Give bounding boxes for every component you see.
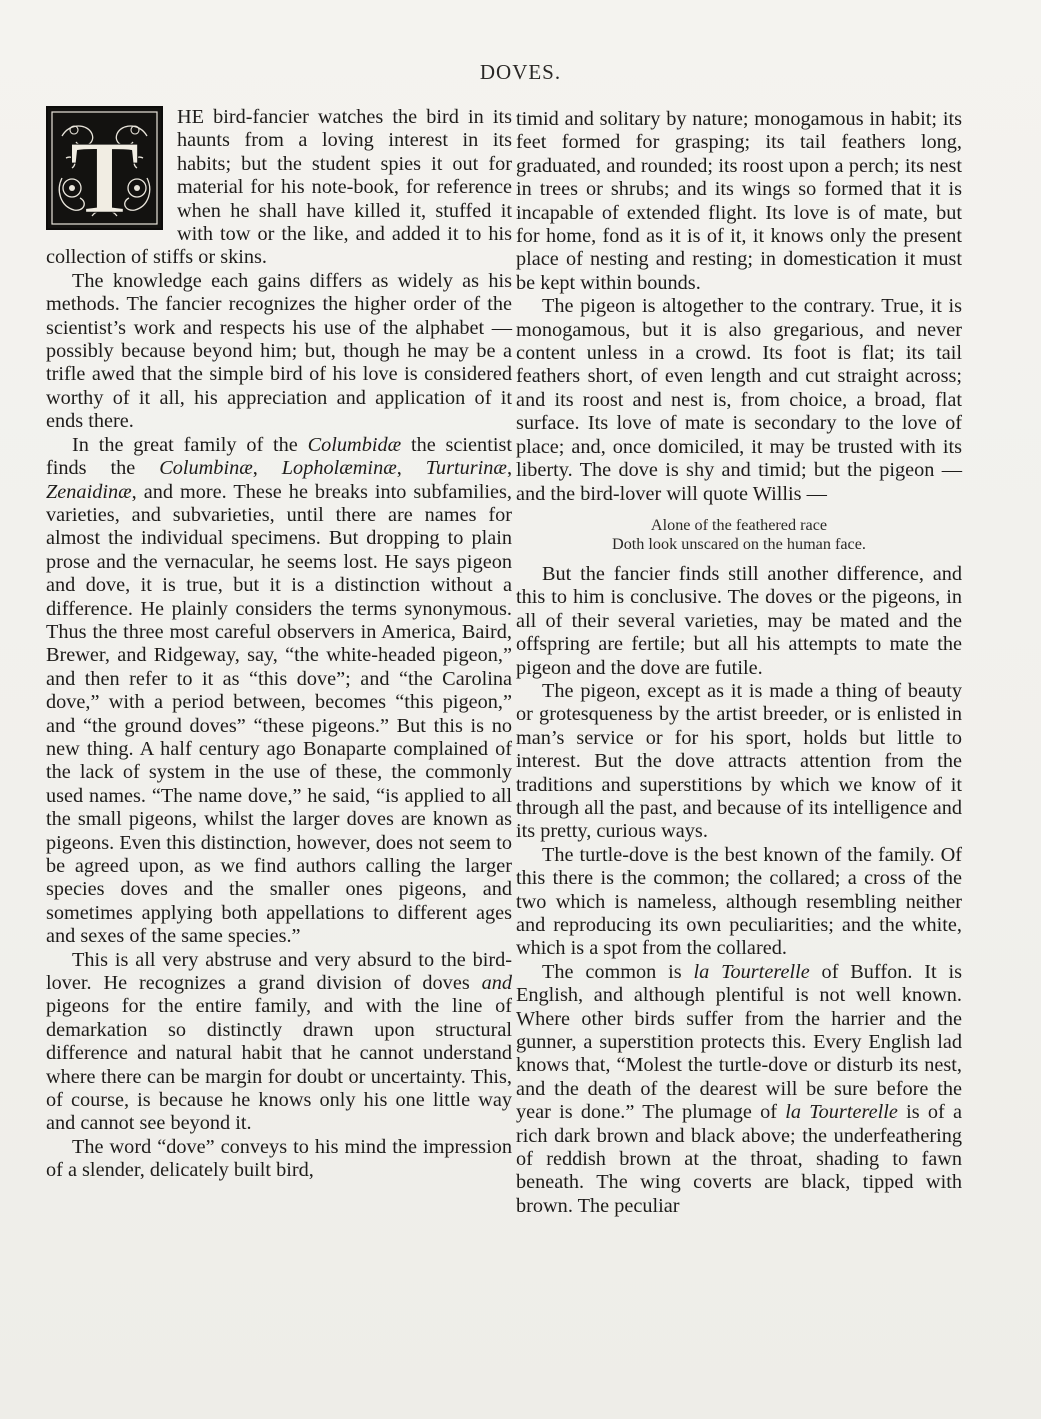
page-title: DOVES. (479, 60, 562, 84)
left-column (46, 106, 512, 1183)
paragraph-11: The common is la Tourterelle of Buffon. It is English, and although plentiful is not well known. Where other birds suffer from the harrier and the gunner, a superstition protects this. Every English lad knows that, “Molest the turtle-dove or disturb its nest, and the death of the dearest will be sure before the year is done.” The plumage of la Tourterelle is of a rich dark brown and black above; the underfeathering of reddish brown at the throat, shading to fawn beneath. The wing coverts are black, tipped with brown. The peculiar (516, 960, 962, 1217)
right-column (516, 108, 962, 1218)
dropcap-letter-t (46, 106, 163, 230)
quote-line-2: Doth look unscared on the human face. (612, 535, 866, 554)
verse-quote (516, 516, 962, 555)
paragraph-5: The word “dove” conveys to his mind the impression of a slender, delicately built bird, (46, 1135, 512, 1182)
dropcap-letter: T (69, 120, 140, 228)
paragraph-7: The pigeon is altogether to the contrary. True, it is monogamous, but it is also gregarious, and never content unless in a crowd. Its foot is flat; its tail feathers short, of even length and cut straight across; and its roost and nest is, from choice, a broad, flat surface. Its love of mate is secondary to the love of place; and, once domiciled, it may be trusted with its liberty. The dove is shy and timid; but the pigeon — and the bird-lover will quote Willis — (516, 295, 962, 505)
paragraph-9: The pigeon, except as it is made a thing of beauty or grotesqueness by the artist breeder, or is enlisted in man’s service or for his sport, holds but little to interest. But the dove attracts attention from the traditions and superstitions by which we know of it through all the past, and because of its intelligence and its pretty, curious ways. (516, 679, 962, 843)
paragraph-8: But the fancier finds still another difference, and this to him is conclusive. The doves or the pigeons, in all of their several varieties, may be mated and the offspring are fertile; but all his attempts to mate the pigeon and the dove are futile. (516, 562, 962, 679)
paragraph-2: The knowledge each gains differs as widely as his methods. The fancier recognizes the higher order of the scientist’s work and respects his use of the alphabet — possibly because beyond him; but, though he may be a trifle awed that the simple bird of his love is considered worthy of it all, his appreciation and application of it ends there. (46, 269, 512, 433)
paragraph-1 (46, 106, 512, 270)
paragraph-3: In the great family of the Columbidæ the scientist finds the Columbinæ, Lopholæminæ, Turturinæ, Zenaidinæ, and more. These he breaks into subfamilies, varieties, and subvarieties, until there are names for almost the individual specimens. But dropping to plain prose and the vernacular, he seems lost. He says pigeon and dove, it is true, but it is a distinction without a difference. He plainly considers the terms synonymous. Thus the three most careful observers in America, Baird, Brewer, and Ridgeway, say, “the white-headed pigeon,” and then refer to it as “this dove”; and “the Carolina dove,” with a period between, becomes “this pigeon,” and “the ground doves” “these pigeons.” But this is no new thing. A half century ago Bonaparte complained of the lack of system in the use of these, the commonly used names. “The name dove,” he said, “is applied to all the small pigeons, whilst the larger doves are known as pigeons. Even this distinction, however, does not seem to be agreed upon, as we find authors calling the larger species doves and the smaller ones pigeons, and sometimes applying both appellations to different ages and sexes of the same species.” (46, 433, 513, 948)
paragraph-4: This is all very abstruse and very absurd to the bird-lover. He recognizes a grand division of doves and pigeons for the entire family, and with the line of demarkation so distinctly drawn upon structural difference and natural habit that he cannot understand where there can be margin for doubt or uncertainty. This, of course, is because he knows only his one little way and cannot see beyond it. (46, 948, 512, 1135)
quote-line-1: Alone of the feathered race (650, 515, 828, 534)
paragraph-1-text: HE bird-fancier watches the bird in its haunts from a loving interest in its habits; but the student spies it out for material for his note-book, for reference when he shall have killed it, stuffed it with tow or the like, and added it to his collection of stiffs or skins. (46, 106, 512, 269)
paragraph-10: The turtle-dove is the best known of the family. Of this there is the common; the collared; a cross of the two which is nameless, although resembling neither and reproducing its own peculiarities; and the white, which is a spot from the collared. (516, 843, 962, 960)
dropcap-ornament-icon (48, 108, 161, 228)
paragraph-6: timid and solitary by nature; monogamous in habit; its feet formed for grasping; its tail feathers long, graduated, and rounded; its roost upon a perch; its nest in trees or shrubs; and its wings so formed that it is incapable of extended flight. Its love is of mate, but for home, fond as it is of it, it knows only the present place of nesting and resting; in domestication it must be kept within bounds. (516, 108, 962, 294)
